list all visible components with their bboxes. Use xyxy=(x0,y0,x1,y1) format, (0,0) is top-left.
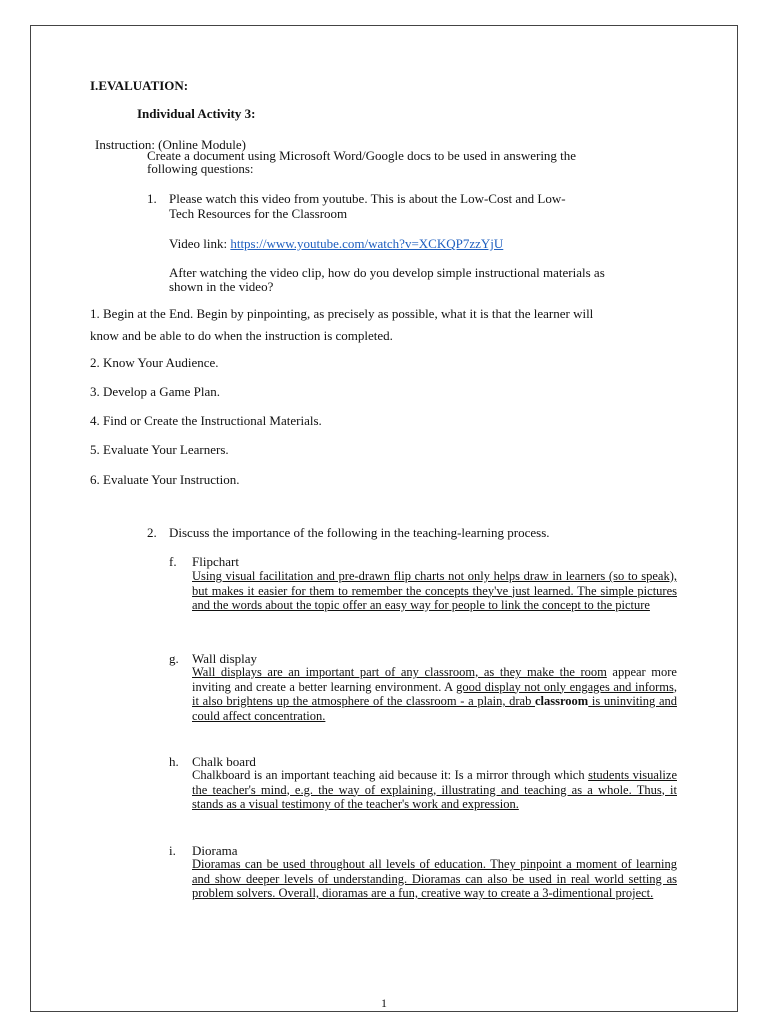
item-g-text: Wall displays are an important part of any classroom, as they make the room appear more inviting and create a better learning environment. A good display not only engages and informs, it also brightens up the atmosphere of the classroom - a plain, drab classroom is uninviting and could affect concentration. xyxy=(192,665,677,723)
q1-question: After watching the video clip, how do you develop simple instructional materials as shown in the video? xyxy=(169,265,605,294)
answer-step-4: 4. Find or Create the Instructional Materials. xyxy=(90,413,322,428)
answer-step-3: 3. Develop a Game Plan. xyxy=(90,384,220,399)
item-h-letter: h. xyxy=(169,754,179,769)
item-i-title: Diorama xyxy=(192,843,238,858)
instruction-label: Instruction: (Online Module) xyxy=(95,137,246,152)
instruction-text: Create a document using Microsoft Word/Google docs to be used in answering the following questions: xyxy=(147,148,577,176)
answer-step-5: 5. Evaluate Your Learners. xyxy=(90,442,229,457)
item-f-title: Flipchart xyxy=(192,554,239,569)
video-link-line: Video link: https://www.youtube.com/watch?v=XCKQP7zzYjU xyxy=(169,236,504,251)
video-link[interactable]: https://www.youtube.com/watch?v=XCKQP7zzYjU xyxy=(230,236,504,251)
q1-text: Please watch this video from youtube. This is about the Low-Cost and Low- Tech Resources for the Classroom xyxy=(169,191,566,221)
answer-step-2: 2. Know Your Audience. xyxy=(90,355,219,370)
item-f-letter: f. xyxy=(169,554,177,569)
item-g-title: Wall display xyxy=(192,651,258,666)
item-f-text: Using visual facilitation and pre-drawn flip charts not only helps draw in learners (so to speak), but makes it easier for them to remember the concepts they've just learned. The simple pictures and the words about the topic offer an easy way for people to link the concept to the picture xyxy=(192,569,677,612)
q2-number: 2. xyxy=(147,525,157,540)
section-heading: I.EVALUATION: xyxy=(90,78,189,93)
answer-step-1: 1. Begin at the End. Begin by pinpointing, as precisely as possible, what it is that the learner will know and be able to do when the instruction is completed. xyxy=(90,306,594,343)
q1-number: 1. xyxy=(147,191,157,206)
item-i-letter: i. xyxy=(169,843,176,858)
item-h-text: Chalkboard is an important teaching aid because it: Is a mirror through which students visualize the teacher's mind, e.g. the way of explaining, illustrating and teaching as a whole. Thus, it stands as a visual testimony of the teacher's work and expression. xyxy=(192,768,677,811)
answer-step-6: 6. Evaluate Your Instruction. xyxy=(90,472,240,487)
item-g-letter: g. xyxy=(169,651,179,666)
activity-title: Individual Activity 3: xyxy=(137,106,256,121)
q2-text: Discuss the importance of the following in the teaching-learning process. xyxy=(169,525,550,540)
item-h-title: Chalk board xyxy=(192,754,256,769)
item-i-text: Dioramas can be used throughout all levels of education. They pinpoint a moment of learning and show deeper levels of understanding. Dioramas can also be used in real world setting as problem solvers. Overall, dioramas are a fun, creative way to create a 3-dimentional project. xyxy=(192,857,677,900)
page-number: 1 xyxy=(381,996,387,1010)
